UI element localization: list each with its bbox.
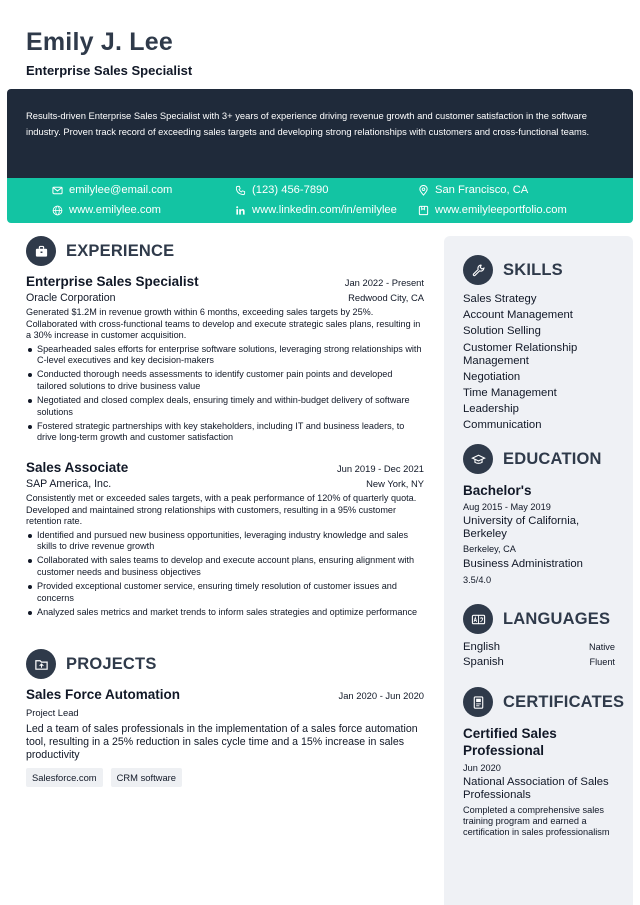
- job-bullets: [26, 344, 424, 444]
- job-bullet: Collaborated with sales teams to develop and execute account plans, ensuring alignment with customer needs and business objectives: [26, 555, 424, 578]
- job-bullet: Fostered strategic partnerships with key stakeholders, including IT and business leaders, to drive long-term growth and customer satisfaction: [26, 421, 424, 444]
- languages-list: [463, 641, 615, 671]
- job-description: Generated $1.2M in revenue growth within 6 months, exceeding sales targets by 25%. Collaborated with cross-functional teams to develop and execute strategic sales plans, resulting in a 30% increase in customer acquisition.: [26, 307, 421, 341]
- contact-email[interactable]: [52, 184, 172, 196]
- project-tag: Salesforce.com: [26, 768, 103, 787]
- education-heading: [463, 444, 602, 474]
- skills-heading: [463, 255, 563, 285]
- certificates-title: CERTIFICATES: [503, 692, 625, 711]
- contact-email-text: emilylee@email.com: [69, 184, 173, 196]
- job-bullet: Negotiated and closed complex deals, ensuring timely and within-budget delivery of software solutions: [26, 395, 424, 418]
- experience-heading: [26, 236, 174, 266]
- phone-icon: [235, 185, 246, 196]
- job-company: SAP America, Inc.: [26, 478, 112, 490]
- project-title: Sales Force Automation: [26, 687, 181, 702]
- job-bullets: [26, 530, 424, 618]
- contact-phone[interactable]: [235, 184, 329, 196]
- certificate-description: Completed a comprehensive sales training program and earned a certification in sales professionalism: [463, 805, 610, 837]
- candidate-title: Enterprise Sales Specialist: [26, 63, 193, 78]
- contact-linkedin[interactable]: [235, 204, 397, 216]
- project-entry: [26, 687, 424, 787]
- job-bullet: Conducted thorough needs assessments to identify customer pain points and developed tailored solutions to drive business value: [26, 369, 424, 392]
- wrench-icon: [463, 255, 493, 285]
- language-row: [463, 656, 615, 668]
- experience-title: EXPERIENCE: [66, 241, 175, 260]
- job-company: Oracle Corporation: [26, 292, 116, 304]
- job-bullet: Spearheaded sales efforts for enterprise software solutions, leveraging strong relationships with C-level executives and key decision-makers: [26, 344, 424, 367]
- envelope-icon: [52, 185, 63, 196]
- education-degree: Bachelor's: [463, 483, 532, 498]
- projects-heading: [26, 649, 157, 679]
- job-bullet: Analyzed sales metrics and market trends to inform sales strategies and optimize performance: [26, 607, 424, 619]
- education-location: Berkeley, CA: [463, 544, 516, 554]
- map-pin-icon: [418, 185, 429, 196]
- certificate-date: Jun 2020: [463, 763, 501, 773]
- linkedin-icon: [235, 205, 246, 216]
- candidate-name: Emily J. Lee: [26, 28, 173, 56]
- skill-item: Negotiation: [463, 370, 521, 383]
- skill-item: Solution Selling: [463, 325, 541, 338]
- job-dates: Jun 2019 - Dec 2021: [336, 463, 424, 474]
- contact-location: [418, 184, 528, 196]
- skills-title: SKILLS: [503, 260, 563, 279]
- skill-item: Communication: [463, 419, 542, 432]
- project-description: Led a team of sales professionals in the implementation of a sales force automation tool, resulting in a 25% reduction in sales cycle time and a 15% increase in sales productivity: [26, 723, 418, 761]
- projects-title: PROJECTS: [66, 654, 157, 673]
- education-title: EDUCATION: [503, 449, 602, 468]
- skill-item: Sales Strategy: [463, 293, 537, 305]
- certificate-name: Certified Sales Professional: [463, 726, 557, 758]
- education-gpa: 3.5/4.0: [463, 575, 492, 585]
- project-dates: Jan 2020 - Jun 2020: [338, 690, 424, 701]
- project-tag: CRM software: [111, 768, 182, 787]
- job-title: Enterprise Sales Specialist: [26, 274, 199, 289]
- job-entry: [26, 274, 424, 446]
- briefcase-icon: [26, 236, 56, 266]
- language-name: Spanish: [463, 656, 504, 668]
- language-level: Fluent: [589, 657, 615, 667]
- contact-portfolio-text: www.emilyleeportfolio.com: [435, 204, 567, 216]
- language-name: English: [463, 641, 501, 653]
- graduation-cap-icon: [463, 444, 493, 474]
- job-bullet: Identified and pursued new business opportunities, leveraging industry knowledge and sales skills to drive revenue growth: [26, 530, 424, 553]
- job-location: Redwood City, CA: [348, 292, 424, 303]
- education-entry: [463, 483, 623, 585]
- skill-item: Leadership: [463, 403, 519, 416]
- contact-portfolio[interactable]: [418, 204, 567, 216]
- summary-panel: [7, 89, 633, 179]
- contact-linkedin-text: www.linkedin.com/in/emilylee: [252, 204, 397, 216]
- job-bullet: Provided exceptional customer service, ensuring timely resolution of customer issues and concerns: [26, 581, 424, 604]
- job-location: New York, NY: [366, 478, 424, 489]
- contact-bar: [7, 178, 633, 223]
- certificates-heading: [463, 687, 624, 717]
- languages-heading: [463, 604, 610, 634]
- portfolio-icon: [418, 205, 429, 216]
- skill-item: Account Management: [463, 309, 573, 322]
- certificate-entry: [463, 726, 623, 837]
- certificate-icon: [463, 687, 493, 717]
- language-row: [463, 641, 615, 653]
- project-tags: [26, 768, 424, 787]
- summary-text: Results-driven Enterprise Sales Specialist with 3+ years of experience driving revenue growth and customer satisfaction in the software industry. Proven track record of exceeding sales targets and developing strong relationships with customers and cross-functional teams.: [26, 110, 590, 137]
- resume-header: [26, 28, 192, 78]
- job-description: Consistently met or exceeded sales targets, with a peak performance of 120% of quarterly quota. Developed and maintained strong relationships with customers, resulting in a 95% customer retention rate.: [26, 493, 417, 527]
- contact-location-text: San Francisco, CA: [435, 184, 529, 196]
- education-major: Business Administration: [463, 558, 583, 570]
- project-role: Project Lead: [26, 707, 79, 718]
- skill-item: Time Management: [463, 386, 557, 399]
- job-dates: Jan 2022 - Present: [344, 277, 424, 288]
- contact-website[interactable]: [52, 204, 161, 216]
- skill-item: Customer Relationship Management: [463, 341, 578, 367]
- folder-icon: [26, 649, 56, 679]
- language-level: Native: [588, 642, 615, 652]
- globe-icon: [52, 205, 63, 216]
- languages-title: LANGUAGES: [503, 609, 611, 628]
- certificate-issuer: National Association of Sales Professionals: [463, 776, 609, 801]
- skills-list: [463, 293, 623, 436]
- job-entry: [26, 460, 424, 621]
- education-dates: Aug 2015 - May 2019: [463, 502, 551, 512]
- job-title: Sales Associate: [26, 460, 129, 475]
- education-school: University of California, Berkeley: [463, 515, 580, 540]
- language-icon: [463, 604, 493, 634]
- contact-website-text: www.emilylee.com: [69, 204, 162, 216]
- contact-phone-text: (123) 456-7890: [252, 184, 329, 196]
